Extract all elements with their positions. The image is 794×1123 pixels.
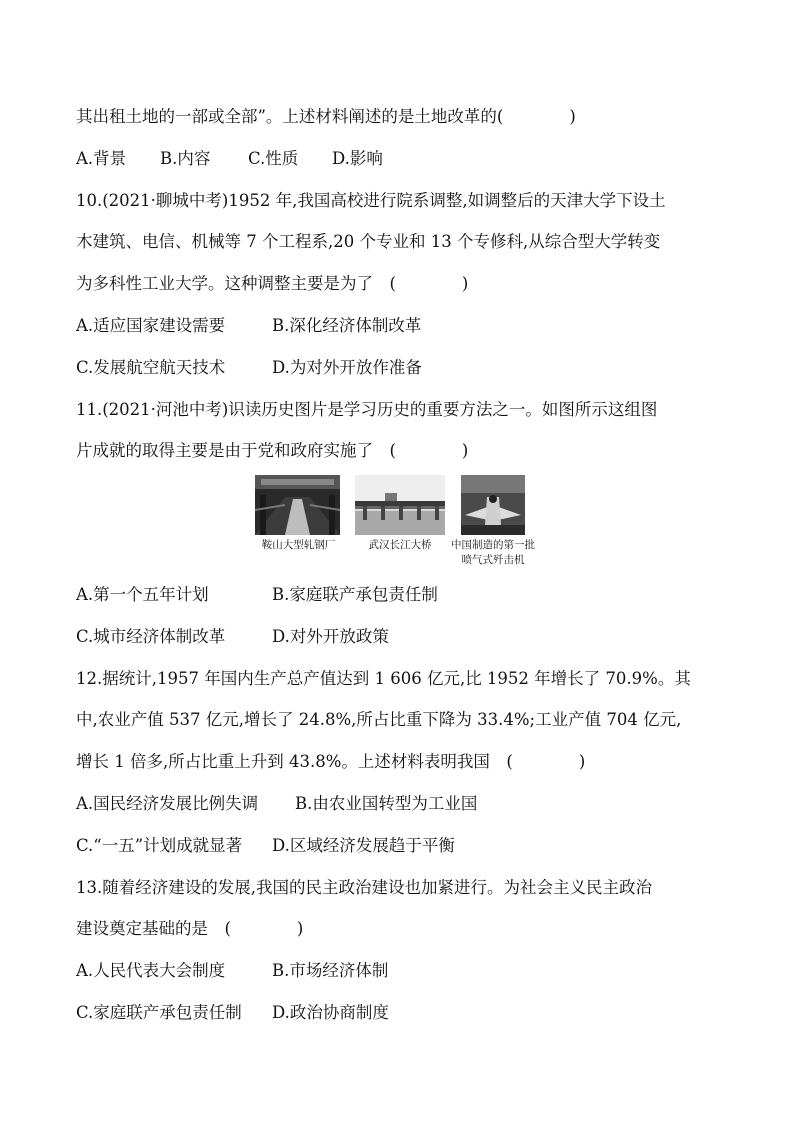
caption-jet-line-1: 中国制造的第一批	[451, 539, 535, 551]
steel-mill-photo	[255, 475, 340, 535]
q12-option-a[interactable]: A.国民经济发展比例失调	[76, 794, 259, 813]
q9-option-d[interactable]: D.影响	[332, 149, 383, 168]
q12-option-c[interactable]: C.“一五”计划成就显著	[76, 836, 243, 855]
q11-option-b[interactable]: B.家庭联产承包责任制	[272, 585, 438, 604]
jet-fighter-photo	[461, 475, 525, 535]
q9-option-b[interactable]: B.内容	[160, 149, 211, 168]
caption-steel-mill: 鞍山大型轧钢厂	[261, 539, 336, 551]
question-12-line-1: 12.据统计,1957 年国内生产总产值达到 1 606 亿元,比 1952 年增长了 70.9%。其	[76, 669, 691, 688]
q10-option-d[interactable]: D.为对外开放作准备	[272, 358, 422, 377]
q12-option-d[interactable]: D.区域经济发展趋于平衡	[272, 836, 455, 855]
q9-option-c[interactable]: C.性质	[248, 149, 299, 168]
question-12-line-2: 中,农业产值 537 亿元,增长了 24.8%,所占比重下降为 33.4%;工业产值 704 亿元,	[76, 710, 682, 729]
q11-option-d[interactable]: D.对外开放政策	[272, 627, 389, 646]
q10-option-c[interactable]: C.发展航空航天技术	[76, 358, 226, 377]
question-10-line-2: 木建筑、电信、机械等 7 个工程系,20 个专业和 13 个专修科,从综合型大学转变	[76, 232, 661, 251]
question-12-line-3: 增长 1 倍多,所占比重上升到 43.8%。上述材料表明我国 ( )	[76, 752, 586, 771]
q9-option-a[interactable]: A.背景	[76, 149, 127, 168]
question-10-line-3: 为多科性工业大学。这种调整主要是为了 ( )	[76, 274, 469, 293]
yangtze-bridge-photo	[355, 475, 445, 535]
caption-jet-line-2: 喷气式歼击机	[461, 554, 525, 566]
question-13-line-1: 13.随着经济建设的发展,我国的民主政治建设也加紧进行。为社会主义民主政治	[76, 878, 652, 897]
q13-option-b[interactable]: B.市场经济体制	[272, 961, 389, 980]
caption-bridge: 武汉长江大桥	[368, 539, 432, 551]
q11-option-a[interactable]: A.第一个五年计划	[76, 585, 209, 604]
question-10-line-1: 10.(2021·聊城中考)1952 年,我国高校进行院系调整,如调整后的天津大学下设土	[76, 191, 666, 210]
q11-option-c[interactable]: C.城市经济体制改革	[76, 627, 226, 646]
q12-option-b[interactable]: B.由农业国转型为工业国	[295, 794, 478, 813]
q10-option-b[interactable]: B.深化经济体制改革	[272, 316, 422, 335]
question-11-line-1: 11.(2021·河池中考)识读历史图片是学习历史的重要方法之一。如图所示这组图	[76, 400, 658, 419]
question-11-figures	[255, 475, 540, 570]
question-13-line-2: 建设奠定基础的是 ( )	[76, 919, 304, 938]
q10-option-a[interactable]: A.适应国家建设需要	[76, 316, 226, 335]
q13-option-d[interactable]: D.政治协商制度	[272, 1003, 389, 1022]
question-9-stem-end: 其出租土地的一部或全部”。上述材料阐述的是土地改革的( )	[76, 107, 576, 126]
q13-option-c[interactable]: C.家庭联产承包责任制	[76, 1003, 242, 1022]
q13-option-a[interactable]: A.人民代表大会制度	[76, 961, 226, 980]
question-11-line-2: 片成就的取得主要是由于党和政府实施了 ( )	[76, 441, 469, 460]
